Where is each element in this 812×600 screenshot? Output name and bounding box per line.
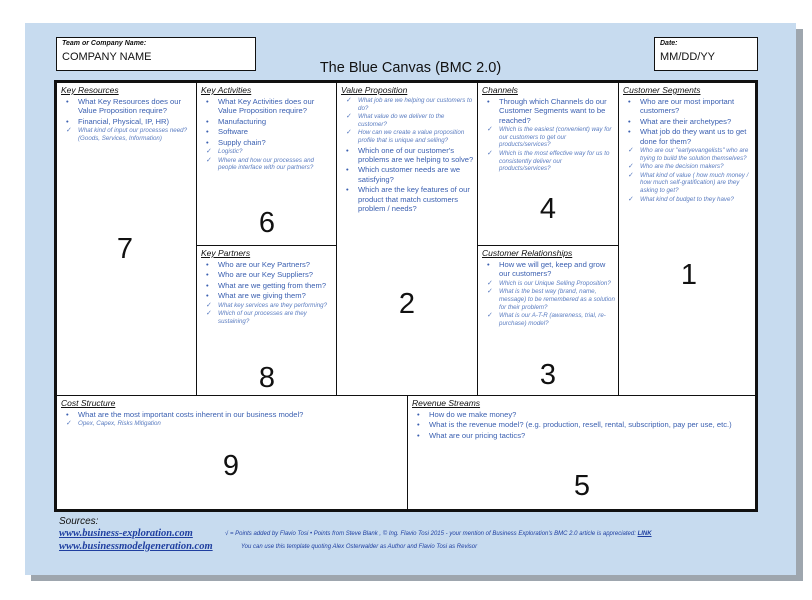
item-text: What value do we deliver to the customer?: [358, 113, 445, 128]
check-note-item: [483, 288, 615, 311]
canvas-title: The Blue Canvas (BMC 2.0): [319, 60, 502, 76]
item-text: What is our A-T-R (awareness, trial, re-purchase) model?: [499, 312, 606, 327]
check-mark-icon: ✓: [628, 163, 634, 171]
block-number: 1: [680, 259, 698, 291]
bullet-dot-icon: •: [206, 291, 209, 301]
bullet-item: [202, 138, 333, 147]
check-mark-icon: ✓: [487, 150, 493, 157]
item-text: Who are our Key Partners?: [218, 260, 311, 269]
block-number: 3: [539, 359, 557, 391]
check-mark-icon: ✓: [346, 113, 352, 121]
bullet-item: [624, 97, 752, 116]
bullet-dot-icon: •: [417, 430, 420, 440]
block-number: 4: [539, 193, 557, 225]
bullet-dot-icon: •: [417, 420, 420, 430]
check-mark-icon: ✓: [487, 279, 493, 287]
block-key-resources[interactable]: [56, 82, 197, 396]
bullet-dot-icon: •: [206, 97, 209, 106]
date-value: MM/DD/YY: [660, 51, 715, 63]
item-text: What kind of budget to they have?: [640, 195, 734, 203]
check-note-item: [483, 126, 615, 149]
check-mark-icon: ✓: [66, 420, 72, 428]
item-text: Which is our Unique Selling Proposition?: [499, 279, 611, 287]
check-mark-icon: ✓: [206, 148, 212, 156]
item-text: Software: [218, 127, 248, 137]
item-text: Which is the easiest (convenient) way for our customers to get our products/services?: [499, 126, 612, 149]
check-mark-icon: ✓: [206, 301, 212, 309]
item-text: What Key Resources does our Value Proposition require?: [78, 97, 181, 116]
canvas-sheet: [25, 23, 796, 575]
bullet-dot-icon: •: [346, 185, 349, 195]
bullet-item: [202, 291, 333, 300]
item-text: Which of our processes are they sustaining?: [218, 310, 307, 325]
bullet-dot-icon: •: [487, 97, 490, 106]
block-items: [62, 97, 193, 143]
bullet-dot-icon: •: [487, 260, 490, 269]
block-customer-relationships[interactable]: [477, 245, 619, 396]
check-note-item: [483, 150, 615, 173]
bullet-dot-icon: •: [628, 116, 631, 126]
block-title: Revenue Streams: [412, 398, 481, 408]
block-title: Customer Relationships: [482, 248, 573, 258]
check-note-item: [202, 148, 333, 156]
item-text: Which is the most effective way for us to consistently deliver our products/services?: [499, 150, 610, 173]
bullet-item: [483, 260, 615, 279]
bullet-item: [413, 431, 752, 440]
bullet-dot-icon: •: [628, 127, 631, 137]
block-number: 6: [258, 207, 276, 239]
item-text: Manufacturing: [218, 116, 267, 126]
check-mark-icon: ✓: [487, 126, 493, 134]
check-note-item: [624, 163, 752, 171]
canvas-grid: [54, 80, 758, 512]
block-number: 7: [116, 233, 134, 265]
item-text: How we will get, keep and grow our customers?: [499, 260, 606, 279]
block-title: Key Activities: [201, 85, 252, 95]
item-text: What are we getting from them?: [218, 280, 327, 290]
bullet-dot-icon: •: [346, 145, 349, 155]
item-text: What Key Activities does our Value Proposition require?: [218, 97, 315, 116]
check-note-item: [202, 302, 333, 310]
item-text: What kind of value ( how much money / how much self-gratification) are they asking to get?: [640, 171, 749, 194]
date-label: Date:: [660, 40, 678, 47]
bullet-dot-icon: •: [206, 260, 209, 269]
item-text: What is the revenue model? (e.g. production, resell, rental, subscription, pay per use, etc.): [429, 420, 732, 430]
bullet-dot-icon: •: [206, 270, 209, 280]
bullet-item: [62, 97, 193, 116]
check-mark-icon: ✓: [346, 129, 352, 137]
check-mark-icon: ✓: [66, 127, 72, 135]
block-items: [62, 410, 404, 429]
item-text: How do we make money?: [429, 410, 517, 419]
bullet-dot-icon: •: [206, 137, 209, 147]
check-note-item: [62, 420, 404, 428]
item-text: Who are our Key Suppliers?: [218, 270, 313, 280]
block-title: Channels: [482, 85, 518, 95]
check-mark-icon: ✓: [206, 156, 212, 164]
block-number: 2: [398, 288, 416, 320]
block-key-activities[interactable]: [196, 82, 337, 246]
item-text: What key services are they performing?: [218, 301, 328, 309]
block-title: Key Partners: [201, 248, 251, 258]
item-text: What job are we helping our customers to do?: [358, 97, 473, 112]
bullet-item: [202, 260, 333, 269]
bullet-dot-icon: •: [628, 97, 631, 106]
item-text: What kind of input our processes need? (Goods, Services, Information): [78, 127, 188, 142]
check-mark-icon: ✓: [346, 97, 352, 104]
bullet-dot-icon: •: [417, 410, 420, 419]
bullet-item: [624, 117, 752, 126]
block-items: [624, 97, 752, 204]
check-mark-icon: ✓: [487, 288, 493, 296]
block-customer-segments[interactable]: [618, 82, 756, 396]
item-text: Through which Channels do our Customer Segments want to be reached?: [499, 97, 607, 125]
item-text: Who are the decision makers?: [640, 163, 724, 171]
check-note-item: [624, 172, 752, 195]
bullet-item: [483, 97, 615, 125]
bullet-item: [624, 127, 752, 146]
item-text: Who are our most important customers?: [640, 97, 735, 116]
bullet-dot-icon: •: [66, 116, 69, 126]
bullet-dot-icon: •: [346, 165, 349, 175]
block-channels[interactable]: [477, 82, 619, 246]
link-business-exploration[interactable]: www.business-exploration.com: [59, 528, 193, 539]
check-note-item: [202, 157, 333, 172]
block-title: Key Resources: [61, 85, 119, 95]
check-note-item: [483, 280, 615, 288]
bullet-item: [202, 97, 333, 116]
block-items: [483, 260, 615, 328]
bullet-dot-icon: •: [66, 97, 69, 106]
item-text: Which are the key features of our product that match customers problem / needs?: [358, 185, 470, 213]
bullet-item: [413, 410, 752, 419]
block-number: 9: [222, 450, 240, 482]
check-note-item: [62, 127, 193, 142]
item-text: Which customer needs are we satisfying?: [358, 165, 461, 184]
attribution-note: [225, 531, 652, 537]
block-title: Value Proposition: [341, 85, 408, 95]
license-note: You can use this template quoting Alex Osterwalder as Author and Flavio Tosi as Revisor: [241, 544, 478, 550]
check-mark-icon: ✓: [628, 195, 634, 203]
block-revenue-streams[interactable]: [407, 395, 756, 510]
block-title: Cost Structure: [61, 398, 116, 408]
attribution-text: √ = Points added by Flavio Tosi • Points from Steve Blank , © Ing. Flavio Tosi 2015 - your mention of Business Exploration's BMC 2.0 article is appreciated:: [225, 531, 636, 537]
bullet-item: [413, 420, 752, 429]
item-text: Which one of our customer's problems are we helping to solve?: [358, 145, 474, 164]
bullet-item: [202, 281, 333, 290]
check-note-item: [202, 310, 333, 325]
block-key-partners[interactable]: [196, 245, 337, 396]
item-text: What are their archetypes?: [640, 116, 732, 126]
bullet-item: [62, 117, 193, 126]
item-text: What job do they want us to get done for them?: [640, 127, 747, 146]
company-name-label: Team or Company Name:: [62, 40, 147, 47]
item-text: Financial, Physical, IP, HR): [78, 116, 170, 126]
check-note-item: [342, 97, 474, 112]
check-note-item: [342, 129, 474, 144]
block-items: [413, 410, 752, 441]
company-name-value: COMPANY NAME: [62, 51, 152, 63]
check-note-item: [342, 113, 474, 128]
item-text: What are the most important costs inherent in our business model?: [78, 410, 304, 419]
item-text: Supply chain?: [218, 137, 266, 147]
item-text: What are our pricing tactics?: [429, 430, 526, 440]
link-business-model-generation[interactable]: www.businessmodelgeneration.com: [59, 541, 213, 552]
block-items: [202, 97, 333, 173]
check-mark-icon: ✓: [628, 147, 634, 155]
item-text: What are we giving them?: [218, 291, 306, 301]
block-cost-structure[interactable]: [56, 395, 408, 510]
bullet-item: [342, 185, 474, 213]
check-note-item: [483, 312, 615, 327]
sources-label: Sources:: [59, 516, 99, 527]
block-items: [342, 97, 474, 214]
item-text: Where and how our processes and people interface with our partners?: [218, 156, 314, 172]
bullet-item: [342, 165, 474, 184]
bullet-item: [342, 146, 474, 165]
block-items: [483, 97, 615, 174]
check-mark-icon: ✓: [628, 171, 634, 179]
check-mark-icon: ✓: [487, 312, 493, 320]
item-text: Logistic?: [218, 148, 243, 156]
item-text: Opex, Capex, Risks Mitigation: [78, 420, 161, 428]
check-note-item: [624, 196, 752, 204]
item-text: What is the best way (brand, name, message) to be remembered as a solution for their problem?: [499, 288, 615, 311]
bullet-item: [202, 117, 333, 126]
item-text: Who are our "earlyevangelists" who are trying to build the solution themselves?: [640, 147, 749, 162]
item-text: How can we create a value proposition profile that is unique and selling?: [358, 129, 465, 144]
block-items: [202, 260, 333, 326]
bullet-dot-icon: •: [66, 410, 69, 419]
block-value-proposition[interactable]: [336, 82, 478, 396]
bullet-dot-icon: •: [206, 127, 209, 137]
block-title: Customer Segments: [623, 85, 701, 95]
block-number: 5: [573, 470, 591, 502]
bullet-item: [202, 127, 333, 136]
bullet-dot-icon: •: [206, 116, 209, 126]
check-mark-icon: ✓: [206, 310, 212, 318]
attribution-link[interactable]: LINK: [637, 531, 652, 537]
bullet-item: [202, 270, 333, 279]
bullet-dot-icon: •: [206, 280, 209, 290]
block-number: 8: [258, 362, 276, 394]
check-note-item: [624, 147, 752, 162]
bullet-item: [62, 410, 404, 419]
